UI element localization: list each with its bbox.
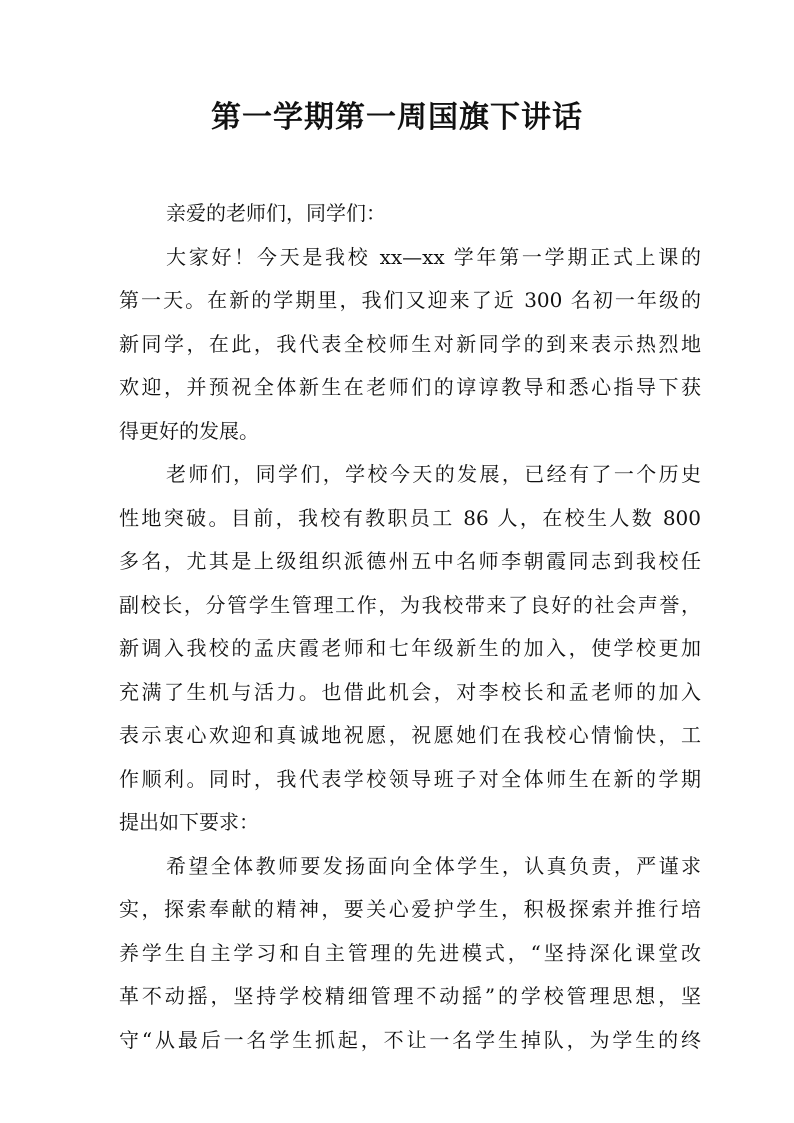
text-line: 提出如下要求： xyxy=(119,810,259,834)
paragraph xyxy=(119,453,701,845)
text-line: 充满了生机与活力。也借此机会，对李校长和孟老师的加入 xyxy=(119,679,701,704)
text-line: 革不动摇，坚持学校精细管理不动摇”的学校管理思想，坚 xyxy=(119,984,701,1008)
text-line: 得更好的发展。 xyxy=(119,418,259,443)
text-line: 亲爱的老师们，同学们： xyxy=(166,201,386,225)
text-line: 大家好！今天是我校 xx—xx 学年第一学期正式上课的 xyxy=(166,244,701,269)
text-line: 第一天。在新的学期里，我们又迎来了近 300 名初一年级的 xyxy=(119,288,701,312)
text-line: 守“从最后一名学生抓起，不让一名学生掉队，为学生的终 xyxy=(119,1027,701,1052)
text-line: 多名，尤其是上级组织派德州五中名师李朝霞同志到我校任 xyxy=(119,549,701,573)
document-body xyxy=(119,192,701,1062)
text-line: 老师们，同学们，学校今天的发展，已经有了一个历史 xyxy=(166,462,701,486)
text-line: 新调入我校的孟庆霞老师和七年级新生的加入，使学校更加 xyxy=(119,636,701,660)
paragraph xyxy=(119,192,701,236)
text-line: 希望全体教师要发扬面向全体学生，认真负责，严谨求 xyxy=(166,853,701,878)
paragraph xyxy=(119,845,701,1063)
text-line: 实，探索奉献的精神，要关心爱护学生，积极探索并推行培 xyxy=(119,897,701,921)
document-title: 第一学期第一周国旗下讲话 xyxy=(211,100,583,135)
text-line: 表示衷心欢迎和真诚地祝愿，祝愿她们在我校心情愉快，工 xyxy=(119,723,701,747)
text-line: 欢迎，并预祝全体新生在老师们的谆谆教导和悉心指导下获 xyxy=(119,375,701,399)
paragraph xyxy=(119,236,701,454)
text-line: 作顺利。同时，我代表学校领导班子对全体师生在新的学期 xyxy=(119,766,701,791)
text-line: 性地突破。目前，我校有教职员工 86 人，在校生人数 800 xyxy=(119,505,701,530)
text-line: 副校长，分管学生管理工作，为我校带来了良好的社会声誉， xyxy=(119,592,701,617)
text-line: 新同学，在此，我代表全校师生对新同学的到来表示热烈地 xyxy=(119,331,701,356)
text-line: 养学生自主学习和自主管理的先进模式，“坚持深化课堂改 xyxy=(119,940,701,965)
